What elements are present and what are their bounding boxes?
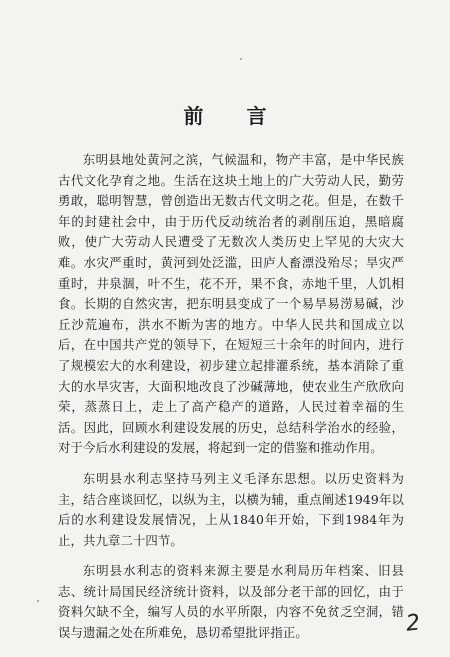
page-number: 2	[404, 610, 422, 637]
paragraph-3	[58, 561, 404, 643]
paragraph-2-text: 东明县水利志坚持马列主义毛泽东思想。以历史资料为主，结合座谈回忆，以纵为主，以横为辅，重点阐述1949年以后的水利建设发展情况，上从1840年开始，下到1984年为止，共九章二十四节。	[58, 470, 404, 548]
scan-speck	[240, 58, 242, 60]
scan-speck	[37, 600, 39, 602]
paragraph-2	[58, 469, 404, 551]
page-title: 前 言	[183, 104, 285, 128]
paragraph-1	[58, 150, 404, 459]
paragraph-1-text: 东明县地处黄河之滨，气候温和，物产丰富，是中华民族古代文化孕育之地。生活在这块土地上的广大劳动人民，勤劳勇敢，聪明智慧，曾创造出无数古代文明之花。但是，在数千年的封建社会中，由于历代反动统治者的剥削压迫，黑暗腐败，使广大劳动人民遭受了无数次人类历史上罕见的大灾大难。水灾严重时，黄河到处泛滥，田庐人畜漂没殆尽；旱灾严重时，井泉涸，叶不生，花不开，果不食，赤地千里，人饥相食。长期的自然灾害，把东明县变成了一个易旱易涝易碱，沙丘沙荒遍布，洪水不断为害的地方。中华人民共和国成立以后，在中国共产党的领导下，在短短三十余年的时间内，进行了规模宏大的水利建设，初步建立起排灌系统，基本消除了重大的水旱灾害，大面积地改良了沙碱薄地，使农业生产欣欣向荣，蒸蒸日上，走上了高产稳产的道路，人民过着幸福的生活。因此，回顾水利建设发展的历史，总结科学治水的经验，对于今后水利建设的发展，将起到一定的借鉴和推动作用。	[58, 152, 404, 456]
preface-body	[58, 150, 404, 644]
paragraph-3-text: 东明县水利志的资料来源主要是水利局历年档案、旧县志、统计局国民经济统计资料，以及部分老干部的回忆，由于资料欠缺不全，编写人员的水平所限，内容不免贫乏空洞，错误与遗漏之处在所难免，恳切希望批评指正。	[58, 563, 404, 641]
